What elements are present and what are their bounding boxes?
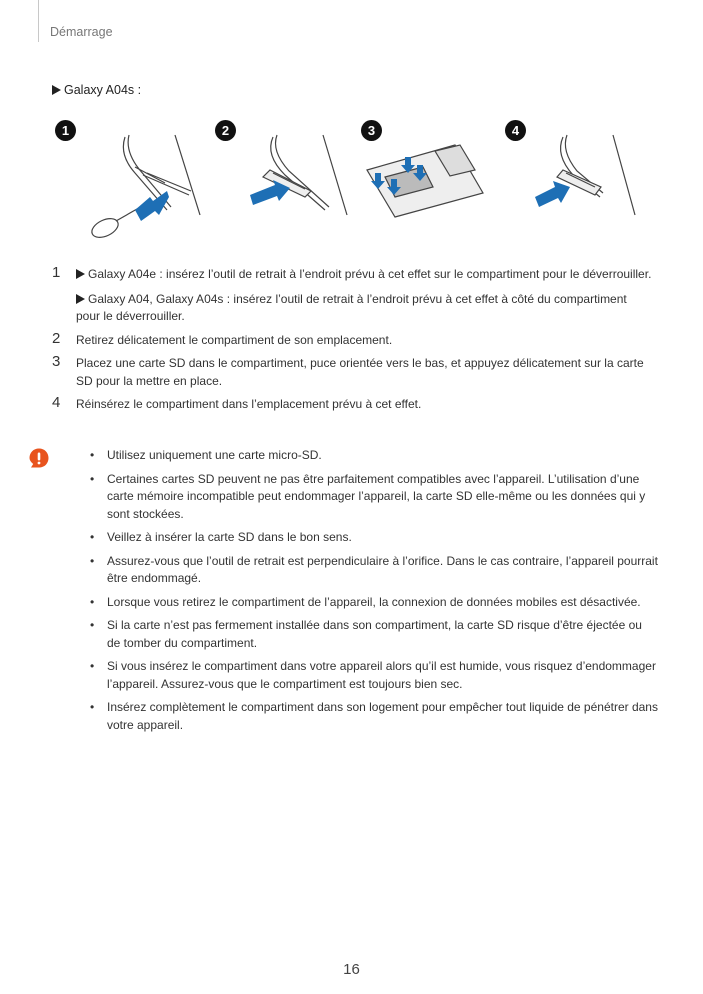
step-badge-3: 3 bbox=[361, 120, 382, 141]
caution-list bbox=[28, 447, 658, 734]
step-3 bbox=[52, 355, 652, 390]
panel-2-device bbox=[263, 135, 347, 215]
triangle-bullet-icon bbox=[76, 269, 85, 279]
step-1-part-2 bbox=[76, 291, 652, 326]
step-1-model-2: Galaxy A04, Galaxy A04s bbox=[88, 291, 224, 306]
step-1-text-2: : insérez l’outil de retrait à l’endroit prévu à cet effet à côté du compartiment pour le déverrouiller. bbox=[76, 291, 627, 323]
caution-item: • Assurez-vous que l’outil de retrait est perpendiculaire à l’orifice. Dans le cas contraire, l’appareil pourrait être endommagé. bbox=[90, 553, 658, 588]
step-1-model-1: Galaxy A04e bbox=[88, 267, 157, 281]
step-badge-4: 4 bbox=[505, 120, 526, 141]
header-divider bbox=[38, 0, 39, 42]
model-heading-label: Galaxy A04s : bbox=[64, 83, 142, 97]
step-4 bbox=[52, 396, 652, 414]
caution-item: • Lorsque vous retirez le compartiment de l’appareil, la connexion de données mobiles est désactivée. bbox=[90, 594, 658, 612]
section-header: Démarrage bbox=[50, 25, 113, 39]
sd-card-insertion-illustration bbox=[55, 115, 650, 240]
instruction-steps bbox=[52, 266, 652, 420]
panel-1-arrow bbox=[135, 191, 169, 221]
step-badge-2: 2 bbox=[215, 120, 236, 141]
step-4-text: Réinsérez le compartiment dans l’emplacement prévu à cet effet. bbox=[76, 397, 422, 411]
step-badge-1: 1 bbox=[55, 120, 76, 141]
step-1-text-1: : insérez l’outil de retrait à l’endroit prévu à cet effet sur le compartiment pour le déverrouiller. bbox=[156, 267, 652, 281]
page-number: 16 bbox=[343, 961, 360, 978]
triangle-bullet-icon bbox=[76, 294, 85, 304]
step-1-part-1 bbox=[76, 266, 652, 284]
caution-item: • Certaines cartes SD peuvent ne pas être parfaitement compatibles avec l’appareil. L’utilisation d’une carte mémoire incompatible peut endommager l’appareil, la carte SD elle-même ou les données qui y sont stockées. bbox=[90, 471, 658, 524]
step-2 bbox=[52, 329, 652, 350]
panel-4-device bbox=[557, 135, 635, 215]
step-1 bbox=[52, 266, 652, 326]
caution-block bbox=[28, 447, 658, 740]
caution-item: • Si vous insérez le compartiment dans votre appareil alors qu’il est humide, vous risquez d’endommager l’appareil. Assurez-vous que le compartiment est toujours bien sec. bbox=[90, 658, 658, 693]
illustration-svg bbox=[55, 115, 650, 240]
step-number: 4 bbox=[52, 394, 61, 411]
step-2-text: Retirez délicatement le compartiment de son emplacement. bbox=[76, 332, 393, 347]
caution-item: • Veillez à insérer la carte SD dans le bon sens. bbox=[90, 529, 658, 547]
caution-item: • Utilisez uniquement une carte micro-SD. bbox=[90, 447, 658, 465]
caution-item: • Si la carte n’est pas fermement installée dans son compartiment, la carte SD risque d’être éjectée ou de tomber du compartiment. bbox=[90, 617, 658, 652]
caution-item: • Insérez complètement le compartiment dans son logement pour empêcher tout liquide de pénétrer dans votre appareil. bbox=[90, 699, 658, 734]
panel-4-arrow bbox=[535, 181, 570, 207]
step-3-text: Placez une carte SD dans le compartiment, puce orientée vers le bas, et appuyez délicatement sur la carte SD pour la mettre en place. bbox=[76, 356, 644, 388]
step-number: 2 bbox=[52, 329, 61, 347]
step-number: 3 bbox=[52, 353, 61, 370]
model-heading bbox=[52, 83, 141, 97]
caution-icon bbox=[28, 447, 50, 469]
step-number: 1 bbox=[52, 264, 61, 281]
triangle-bullet-icon bbox=[52, 85, 61, 95]
